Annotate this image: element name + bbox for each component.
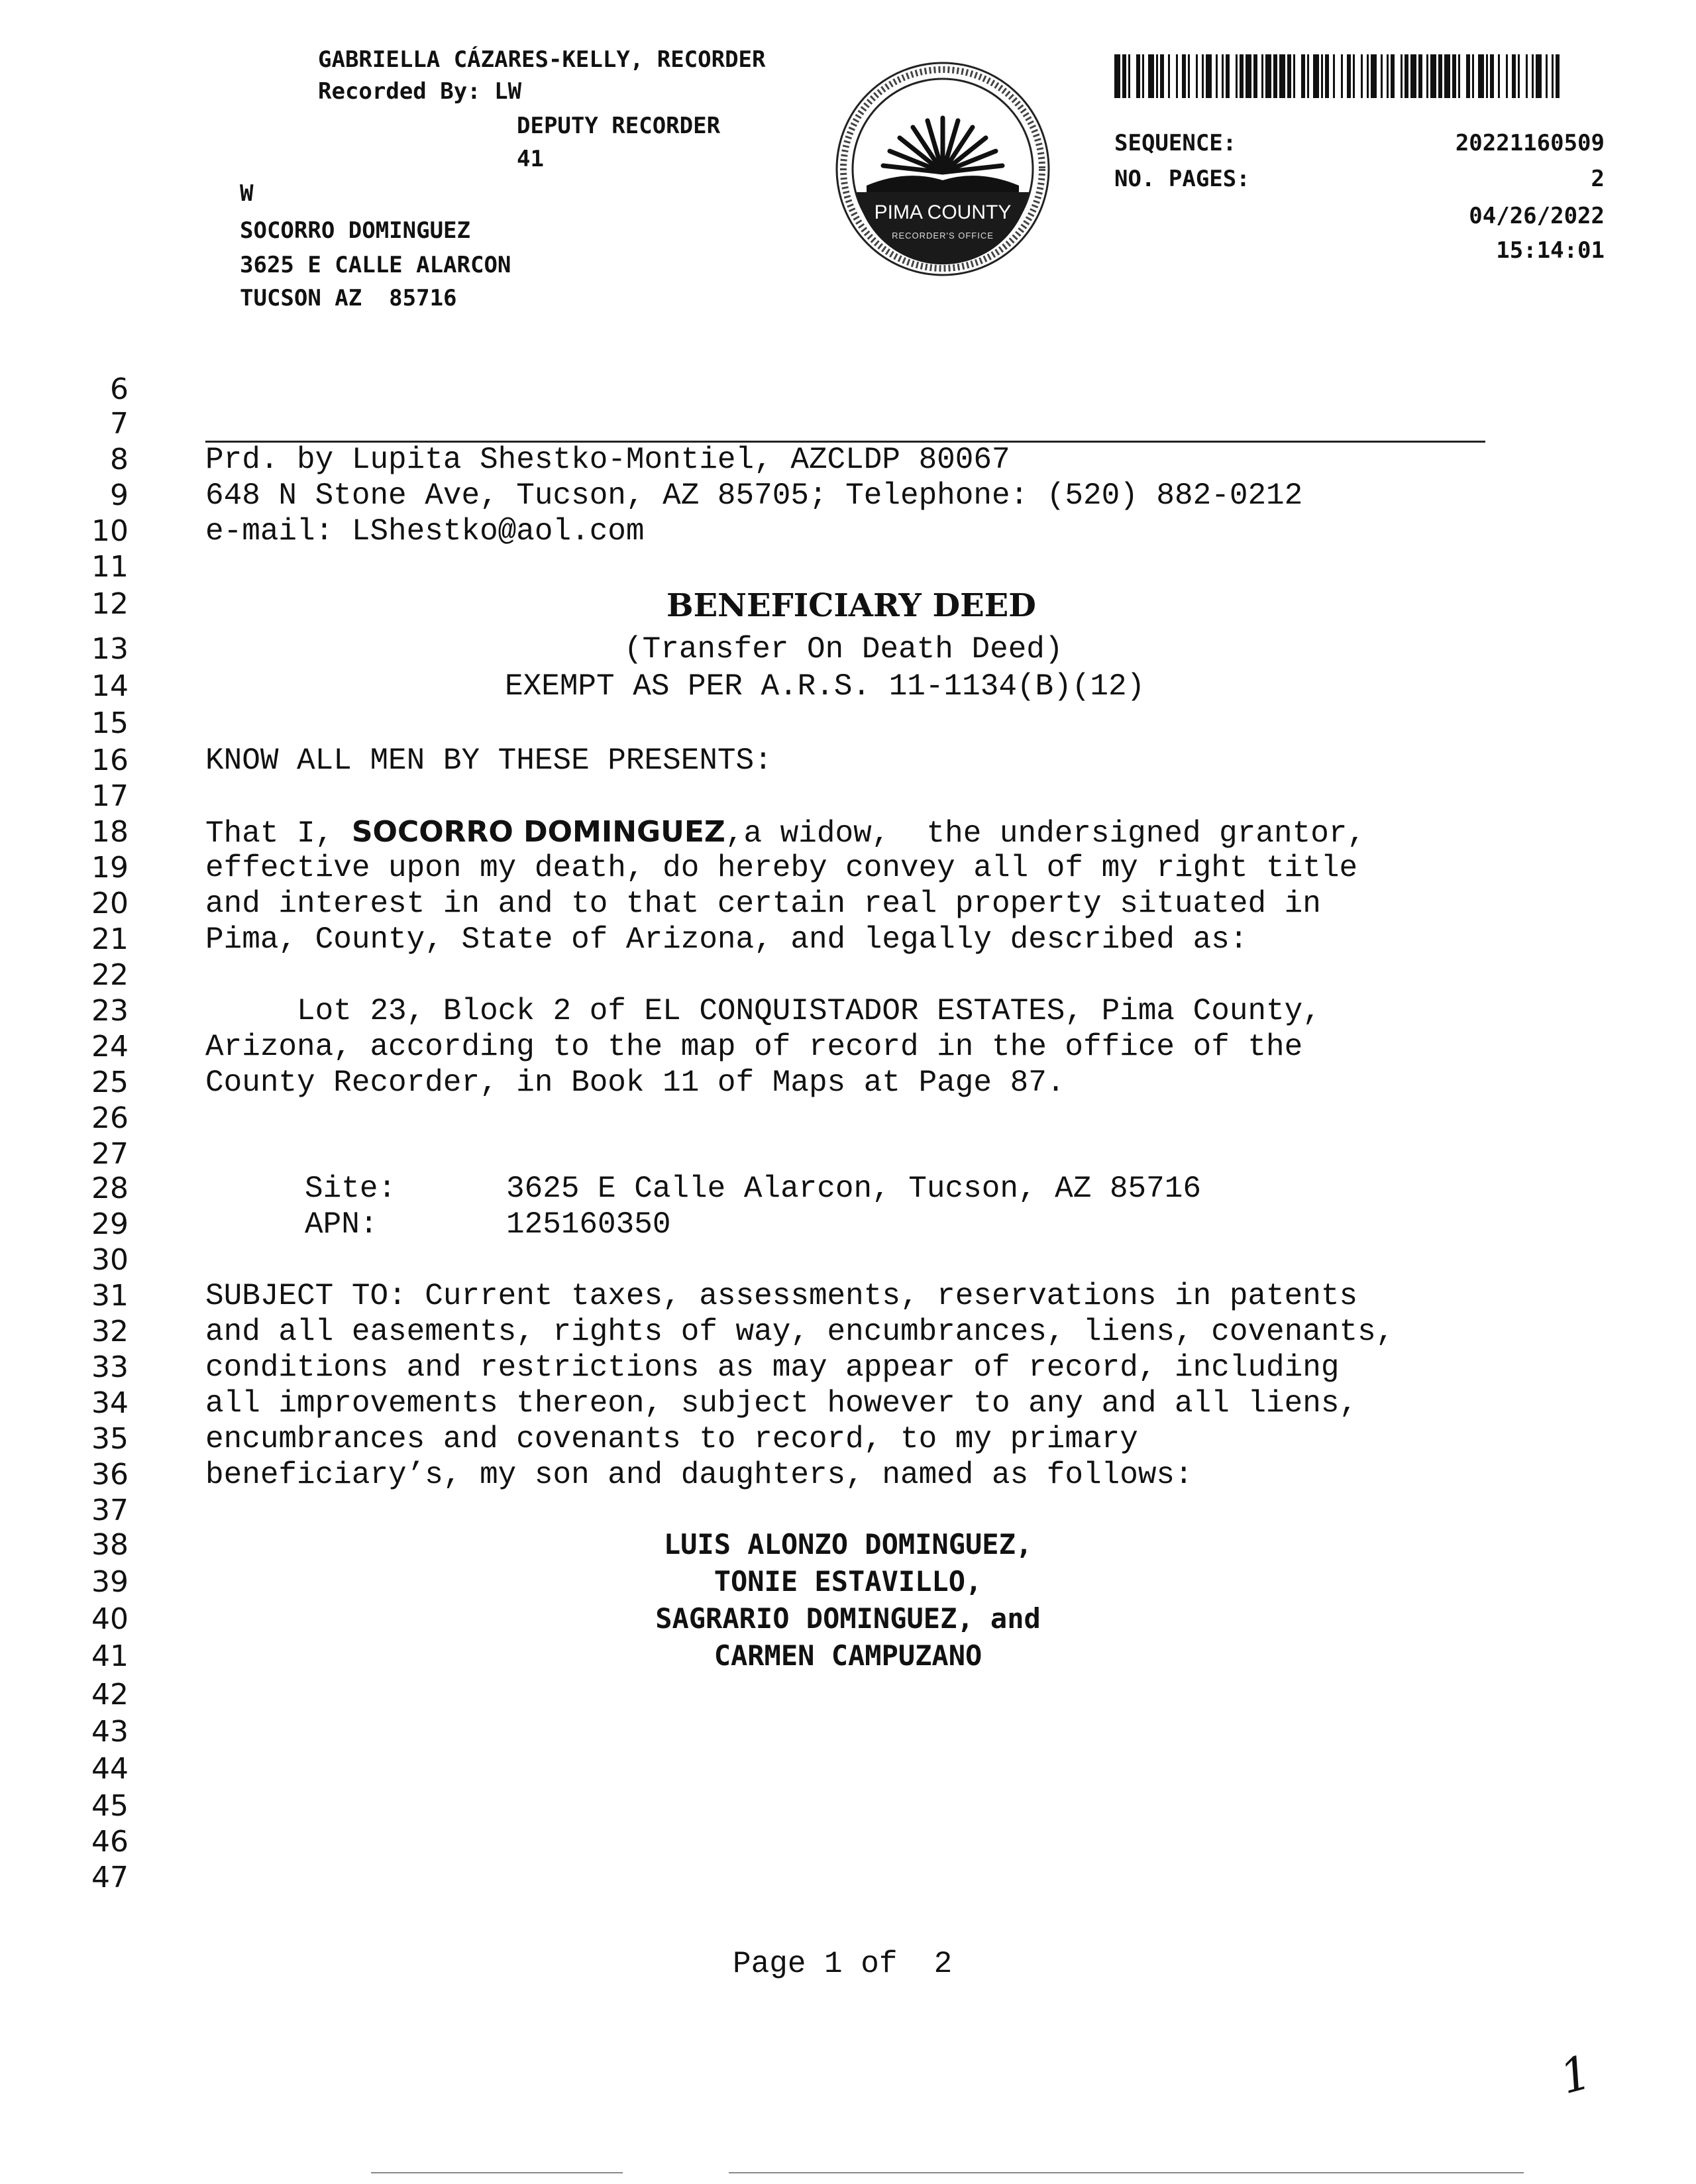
line-number: 11 xyxy=(91,550,129,584)
subject-to-1: SUBJECT TO: Current taxes, assessments, reservations in patents xyxy=(205,1279,1358,1313)
grantor-name: SOCORRO DOMINGUEZ xyxy=(351,815,725,849)
recorder-name: GABRIELLA CÁZARES-KELLY, RECORDER xyxy=(318,46,766,73)
line-number: 23 xyxy=(91,994,129,1028)
barcode-bar xyxy=(1472,54,1474,98)
subject-to-2: and all easements, rights of way, encumbrances, liens, covenants, xyxy=(205,1315,1395,1349)
barcode-bar xyxy=(1148,54,1154,98)
barcode-bar xyxy=(1490,54,1494,98)
barcode-bar xyxy=(1265,54,1271,98)
site-label: Site: xyxy=(305,1172,397,1206)
beneficiary-4: CARMEN CAMPUZANO xyxy=(714,1639,982,1672)
sequence-value: 20221160509 xyxy=(1455,130,1605,156)
line-number: 30 xyxy=(91,1243,129,1277)
barcode-bar xyxy=(1458,54,1460,98)
barcode-graphic xyxy=(1114,54,1565,98)
line-number: 38 xyxy=(91,1528,129,1562)
barcode-bar xyxy=(1307,54,1309,98)
line-number: 7 xyxy=(110,407,129,441)
barcode-bar xyxy=(1206,54,1212,98)
line-number: 12 xyxy=(91,587,129,621)
line-number: 14 xyxy=(91,669,129,703)
barcode-bar xyxy=(1401,54,1403,98)
barcode-bar xyxy=(1196,54,1198,98)
seal-graphic xyxy=(827,60,1059,278)
barcode-bar xyxy=(1438,54,1442,98)
apn-value: 125160350 xyxy=(506,1207,671,1242)
barcode-bar xyxy=(1552,54,1554,98)
scan-artifact-right xyxy=(729,2172,1524,2173)
site-value: 3625 E Calle Alarcon, Tucson, AZ 85716 xyxy=(506,1172,1201,1206)
barcode-bar xyxy=(1353,54,1355,98)
line-number: 22 xyxy=(91,958,129,992)
subject-to-3: conditions and restrictions as may appear of record, including xyxy=(205,1350,1340,1385)
conveyance-line-2: effective upon my death, do hereby convey all of my right title xyxy=(205,851,1358,885)
barcode-bar xyxy=(1216,54,1218,98)
pima-county-seal xyxy=(827,60,1059,278)
barcode-bar xyxy=(1452,54,1456,98)
return-street: 3625 E CALLE ALARCON xyxy=(240,252,511,278)
line-number: 43 xyxy=(91,1715,129,1749)
barcode-bar xyxy=(1142,54,1144,98)
barcode xyxy=(1114,54,1565,98)
barcode-bar xyxy=(1301,54,1305,98)
barcode-bar xyxy=(1556,54,1560,98)
barcode-bar xyxy=(1160,54,1164,98)
barcode-bar xyxy=(1391,54,1395,98)
barcode-bar xyxy=(1381,54,1383,98)
document-title: BENEFICIARY DEED xyxy=(666,587,1036,624)
barcode-bar xyxy=(1506,54,1508,98)
barcode-bar xyxy=(1333,54,1335,98)
scan-artifact-left xyxy=(371,2172,623,2173)
barcode-bar xyxy=(1168,54,1170,98)
barcode-bar xyxy=(1236,54,1238,98)
line-number: 6 xyxy=(110,372,129,406)
barcode-bar xyxy=(1156,54,1158,98)
barcode-bar xyxy=(1404,54,1408,98)
barcode-bar xyxy=(1478,54,1484,98)
subject-to-5: encumbrances and covenants to record, to my primary xyxy=(205,1422,1138,1456)
beneficiary-1: LUIS ALONZO DOMINGUEZ, xyxy=(663,1528,1033,1560)
subject-to-4: all improvements thereon, subject however to any and all liens, xyxy=(205,1386,1358,1421)
barcode-bar xyxy=(1526,54,1528,98)
barcode-bar xyxy=(1313,54,1319,98)
line-number: 13 xyxy=(91,632,129,666)
barcode-bar xyxy=(1176,54,1178,98)
subject-to-6: beneficiary’s, my son and daughters, named as follows: xyxy=(205,1458,1193,1492)
line-number: 39 xyxy=(91,1565,129,1599)
deputy-number: 41 xyxy=(517,146,544,172)
legal-description-2: Arizona, according to the map of record in the office of the xyxy=(205,1030,1303,1064)
line-number: 8 xyxy=(110,443,129,476)
legal-description-1: Lot 23, Block 2 of EL CONQUISTADOR ESTATES, Pima County, xyxy=(205,994,1321,1028)
barcode-bar xyxy=(1246,54,1251,98)
line-number: 16 xyxy=(91,743,129,777)
barcode-bar xyxy=(1430,54,1436,98)
barcode-bar xyxy=(1253,54,1257,98)
barcode-bar xyxy=(1518,54,1520,98)
line-number: 32 xyxy=(91,1315,129,1348)
line-number: 34 xyxy=(91,1386,129,1420)
line-number: 27 xyxy=(91,1137,129,1171)
barcode-bar xyxy=(1387,54,1389,98)
barcode-bar xyxy=(1418,54,1422,98)
recorder-w: W xyxy=(240,180,254,207)
line-number: 45 xyxy=(91,1789,129,1823)
line-number: 37 xyxy=(91,1494,129,1527)
barcode-bar xyxy=(1188,54,1190,98)
barcode-bar xyxy=(1202,54,1204,98)
return-city: TUCSON AZ 85716 xyxy=(240,285,457,311)
line-number: 17 xyxy=(91,779,129,813)
barcode-bar xyxy=(1287,54,1291,98)
barcode-bar xyxy=(1222,54,1224,98)
beneficiary-3: SAGRARIO DOMINGUEZ, and xyxy=(655,1602,1041,1635)
exempt-line: EXEMPT AS PER A.R.S. 11-1134(B)(12) xyxy=(505,669,1145,704)
return-name: SOCORRO DOMINGUEZ xyxy=(240,217,470,244)
line-number: 46 xyxy=(91,1825,129,1859)
line-number: 25 xyxy=(91,1065,129,1099)
barcode-bar xyxy=(1536,54,1542,98)
line-number: 29 xyxy=(91,1207,129,1241)
barcode-bar xyxy=(1371,54,1377,98)
barcode-bar xyxy=(1226,54,1230,98)
barcode-bar xyxy=(1498,54,1500,98)
page-footer: Page 1 of 2 xyxy=(733,1947,953,1981)
line-number: 41 xyxy=(91,1639,129,1673)
barcode-bar xyxy=(1426,54,1428,98)
line-number: 33 xyxy=(91,1350,129,1384)
barcode-bar xyxy=(1546,54,1548,98)
preparer-email: e-mail: LShestko@aol.com xyxy=(205,514,645,549)
barcode-bar xyxy=(1293,54,1295,98)
pages-value: 2 xyxy=(1591,166,1605,192)
line-number: 10 xyxy=(91,514,129,548)
know-all-men: KNOW ALL MEN BY THESE PRESENTS: xyxy=(205,743,772,778)
line-number: 21 xyxy=(91,922,129,956)
recording-time: 15:14:01 xyxy=(1496,237,1605,264)
barcode-bar xyxy=(1486,54,1488,98)
recorded-by: Recorded By: LW xyxy=(318,78,522,105)
barcode-bar xyxy=(1532,54,1534,98)
line-number: 44 xyxy=(91,1752,129,1786)
preparer-address: 648 N Stone Ave, Tucson, AZ 85705; Telephone: (520) 882-0212 xyxy=(205,478,1303,513)
barcode-bar xyxy=(1136,54,1140,98)
apn-label: APN: xyxy=(305,1207,378,1242)
barcode-bar xyxy=(1410,54,1416,98)
barcode-bar xyxy=(1261,54,1263,98)
line-number: 36 xyxy=(91,1458,129,1492)
legal-description-3: County Recorder, in Book 11 of Maps at Page 87. xyxy=(205,1065,1065,1100)
line-number: 40 xyxy=(91,1602,129,1636)
line-number: 19 xyxy=(91,851,129,885)
line-number: 26 xyxy=(91,1101,129,1135)
recording-date: 04/26/2022 xyxy=(1469,203,1605,229)
grantor-line xyxy=(205,815,1365,851)
line-number: 15 xyxy=(91,706,129,740)
barcode-bar xyxy=(1341,54,1343,98)
barcode-bar xyxy=(1122,54,1126,98)
barcode-bar xyxy=(1273,54,1277,98)
conveyance-line-4: Pima, County, State of Arizona, and legally described as: xyxy=(205,922,1248,957)
beneficiary-2: TONIE ESTAVILLO, xyxy=(714,1565,982,1598)
barcode-bar xyxy=(1466,54,1470,98)
barcode-bar xyxy=(1444,54,1450,98)
line-number: 42 xyxy=(91,1678,129,1712)
barcode-bar xyxy=(1361,54,1363,98)
barcode-bar xyxy=(1321,54,1323,98)
line-number: 9 xyxy=(110,478,129,512)
barcode-bar xyxy=(1367,54,1369,98)
barcode-bar xyxy=(1128,54,1130,98)
handwritten-mark: 1 xyxy=(1554,2044,1597,2105)
barcode-bar xyxy=(1182,54,1186,98)
seal-subtitle-text: RECORDER'S OFFICE xyxy=(892,231,994,241)
barcode-bar xyxy=(1114,54,1120,98)
grantor-rest: ,a widow, the undersigned grantor, xyxy=(725,816,1366,851)
barcode-bar xyxy=(1325,54,1329,98)
barcode-bar xyxy=(1240,54,1244,98)
line-number: 24 xyxy=(91,1030,129,1064)
barcode-bar xyxy=(1512,54,1516,98)
pages-label: NO. PAGES: xyxy=(1114,166,1250,192)
seal-county-text: PIMA COUNTY xyxy=(874,201,1012,223)
deputy-recorder: DEPUTY RECORDER xyxy=(517,113,721,139)
line-number: 20 xyxy=(91,887,129,920)
line-number: 35 xyxy=(91,1422,129,1456)
document-subtitle: (Transfer On Death Deed) xyxy=(624,632,1063,667)
grantor-intro: That I, xyxy=(205,816,352,851)
conveyance-line-3: and interest in and to that certain real property situated in xyxy=(205,887,1321,921)
barcode-bar xyxy=(1347,54,1351,98)
line-number: 47 xyxy=(91,1861,129,1894)
sequence-label: SEQUENCE: xyxy=(1114,130,1237,156)
line-number: 31 xyxy=(91,1279,129,1313)
line-number: 18 xyxy=(91,815,129,849)
prepared-by: Prd. by Lupita Shestko-Montiel, AZCLDP 80067 xyxy=(205,443,1010,477)
line-number: 28 xyxy=(91,1172,129,1205)
barcode-bar xyxy=(1279,54,1285,98)
